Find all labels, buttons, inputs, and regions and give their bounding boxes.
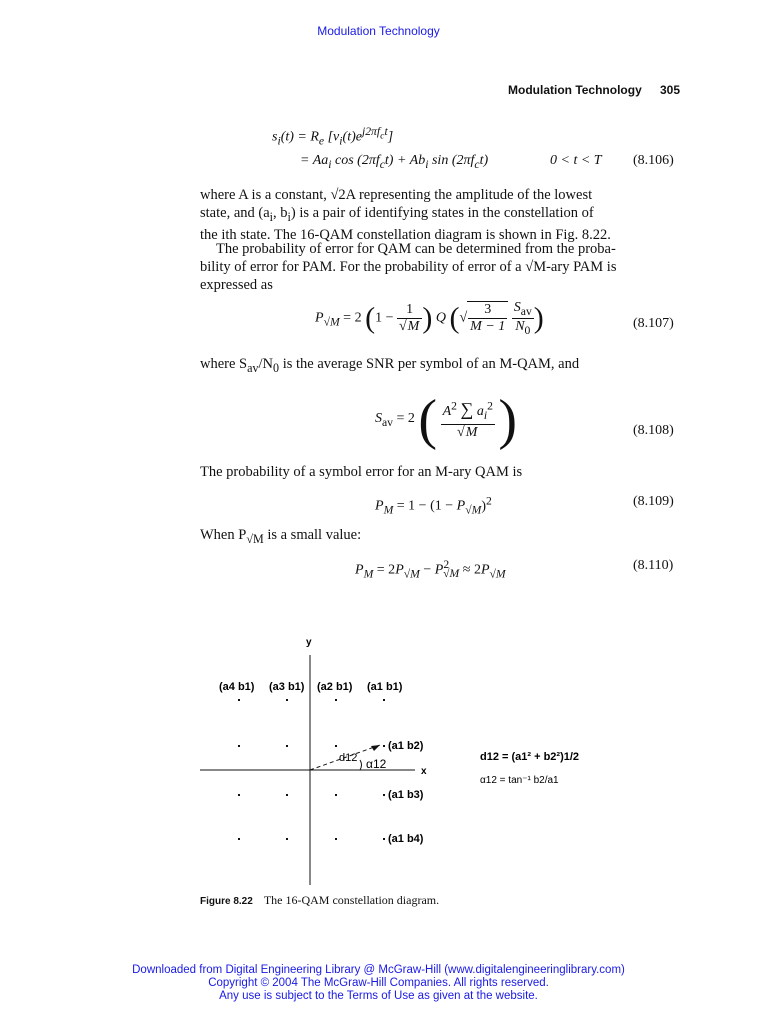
arrow-head-icon bbox=[371, 745, 380, 751]
label-a1-b1: (a1 b1) bbox=[367, 681, 403, 693]
caption-label: Figure 8.22 bbox=[200, 896, 253, 907]
point bbox=[238, 838, 240, 840]
footer-line-3: Any use is subject to the Terms of Use as given at the website. bbox=[219, 990, 538, 1002]
eq106-line1: $s_i(t) = R_e$ $[v_i(t)e^{j2\pi f_ct}]$ bbox=[272, 125, 394, 148]
point bbox=[286, 838, 288, 840]
point bbox=[383, 838, 385, 840]
label-a3-b1: (a3 b1) bbox=[269, 681, 305, 693]
y-axis-label: y bbox=[306, 637, 312, 648]
eq106-line2: = $Aa_i$ $\cos (2\pi f_ct) + Ab_i$ $\sin (2\pi f_ct)$ bbox=[300, 153, 489, 171]
paragraph-3: where $S_{av}/N_0$ is the average SNR per symbol of an M-QAM, and bbox=[200, 356, 580, 375]
p1-line: state, and ($a_i$, $b_i$) is a pair of identifying states in the constellation of bbox=[200, 205, 594, 224]
eq106-condition: 0 < t < T bbox=[550, 153, 602, 168]
angle-arc bbox=[360, 760, 362, 770]
label-a1-b2: (a1 b2) bbox=[388, 740, 424, 752]
eq110: $P_M = 2P_{√M} - P^2_{√M} \approx 2P_{√M}$ bbox=[355, 558, 506, 581]
running-head: Modulation Technology bbox=[508, 83, 642, 97]
eq109-number: (8.109) bbox=[633, 494, 674, 509]
point bbox=[286, 794, 288, 796]
eq108-number: (8.108) bbox=[633, 423, 674, 438]
paragraph-4: The probability of a symbol error for an M-ary QAM is bbox=[200, 464, 523, 480]
footer bbox=[0, 964, 757, 1003]
p2-line: expressed as bbox=[200, 277, 273, 293]
p2-line: bility of error for PAM. For the probability of error of a √M-ary PAM is bbox=[200, 259, 617, 275]
eq110-number: (8.110) bbox=[633, 558, 674, 573]
p1-line: the ith state. The 16-QAM constellation diagram is shown in Fig. 8.22. bbox=[200, 226, 611, 243]
label-a1-b3: (a1 b3) bbox=[388, 789, 424, 801]
point bbox=[238, 794, 240, 796]
footer-line-2: Copyright © 2004 The McGraw-Hill Companies. All rights reserved. bbox=[208, 977, 549, 989]
paragraph-1 bbox=[200, 186, 683, 244]
caption-text: The 16-QAM constellation diagram. bbox=[263, 893, 440, 907]
constellation-diagram bbox=[195, 625, 615, 890]
figure-caption bbox=[200, 893, 439, 908]
point bbox=[335, 838, 337, 840]
eq109: $P_M = 1 - (1 - P_{√M})^2$ bbox=[375, 494, 492, 517]
label-a1-b4: (a1 b4) bbox=[388, 833, 424, 845]
p2-line: The probability of error for QAM can be determined from the proba- bbox=[216, 241, 616, 257]
paragraph-2 bbox=[200, 240, 683, 294]
point bbox=[238, 745, 240, 747]
point bbox=[286, 699, 288, 701]
point bbox=[335, 794, 337, 796]
point bbox=[383, 794, 385, 796]
formula-d12: d12 = (a1² + b2²)1/2 bbox=[480, 751, 580, 763]
p1-line: where A is a constant, √2A representing the amplitude of the lowest bbox=[200, 187, 593, 203]
label-a2-b1: (a2 b1) bbox=[317, 681, 353, 693]
point bbox=[335, 745, 337, 747]
label-a4-b1: (a4 b1) bbox=[219, 681, 255, 693]
point bbox=[335, 699, 337, 701]
eq107: $P_{√M} = 2$ (1 − $\frac{1}{√M}$ ) Q (√ $\frac{3}{M - 1}$ $\frac{S_{av}}{N_0}$ ) bbox=[315, 300, 544, 337]
footer-line-1[interactable]: Downloaded from Digital Engineering Library @ McGraw-Hill (www.digitalengineeringlibrary.com) bbox=[132, 964, 625, 976]
page-number: 305 bbox=[660, 83, 681, 97]
eq106-number: (8.106) bbox=[633, 153, 674, 168]
x-axis-label: x bbox=[421, 766, 427, 777]
point bbox=[238, 699, 240, 701]
point bbox=[286, 745, 288, 747]
alpha12-label: α12 bbox=[366, 757, 387, 771]
formula-alpha12: α12 = tan⁻¹ b2/a1 bbox=[480, 775, 559, 786]
eq108: $S_{av} = 2$ ( $\frac{A^2 \sum a_i^2}{√M}$ ) bbox=[375, 389, 518, 451]
paragraph-5: When $P_{√M}$ is a small value: bbox=[200, 527, 362, 546]
eq107-number: (8.107) bbox=[633, 316, 674, 331]
d12-label: d12 bbox=[339, 752, 358, 764]
point bbox=[383, 745, 385, 747]
point bbox=[383, 699, 385, 701]
top-link[interactable]: Modulation Technology bbox=[317, 24, 440, 38]
